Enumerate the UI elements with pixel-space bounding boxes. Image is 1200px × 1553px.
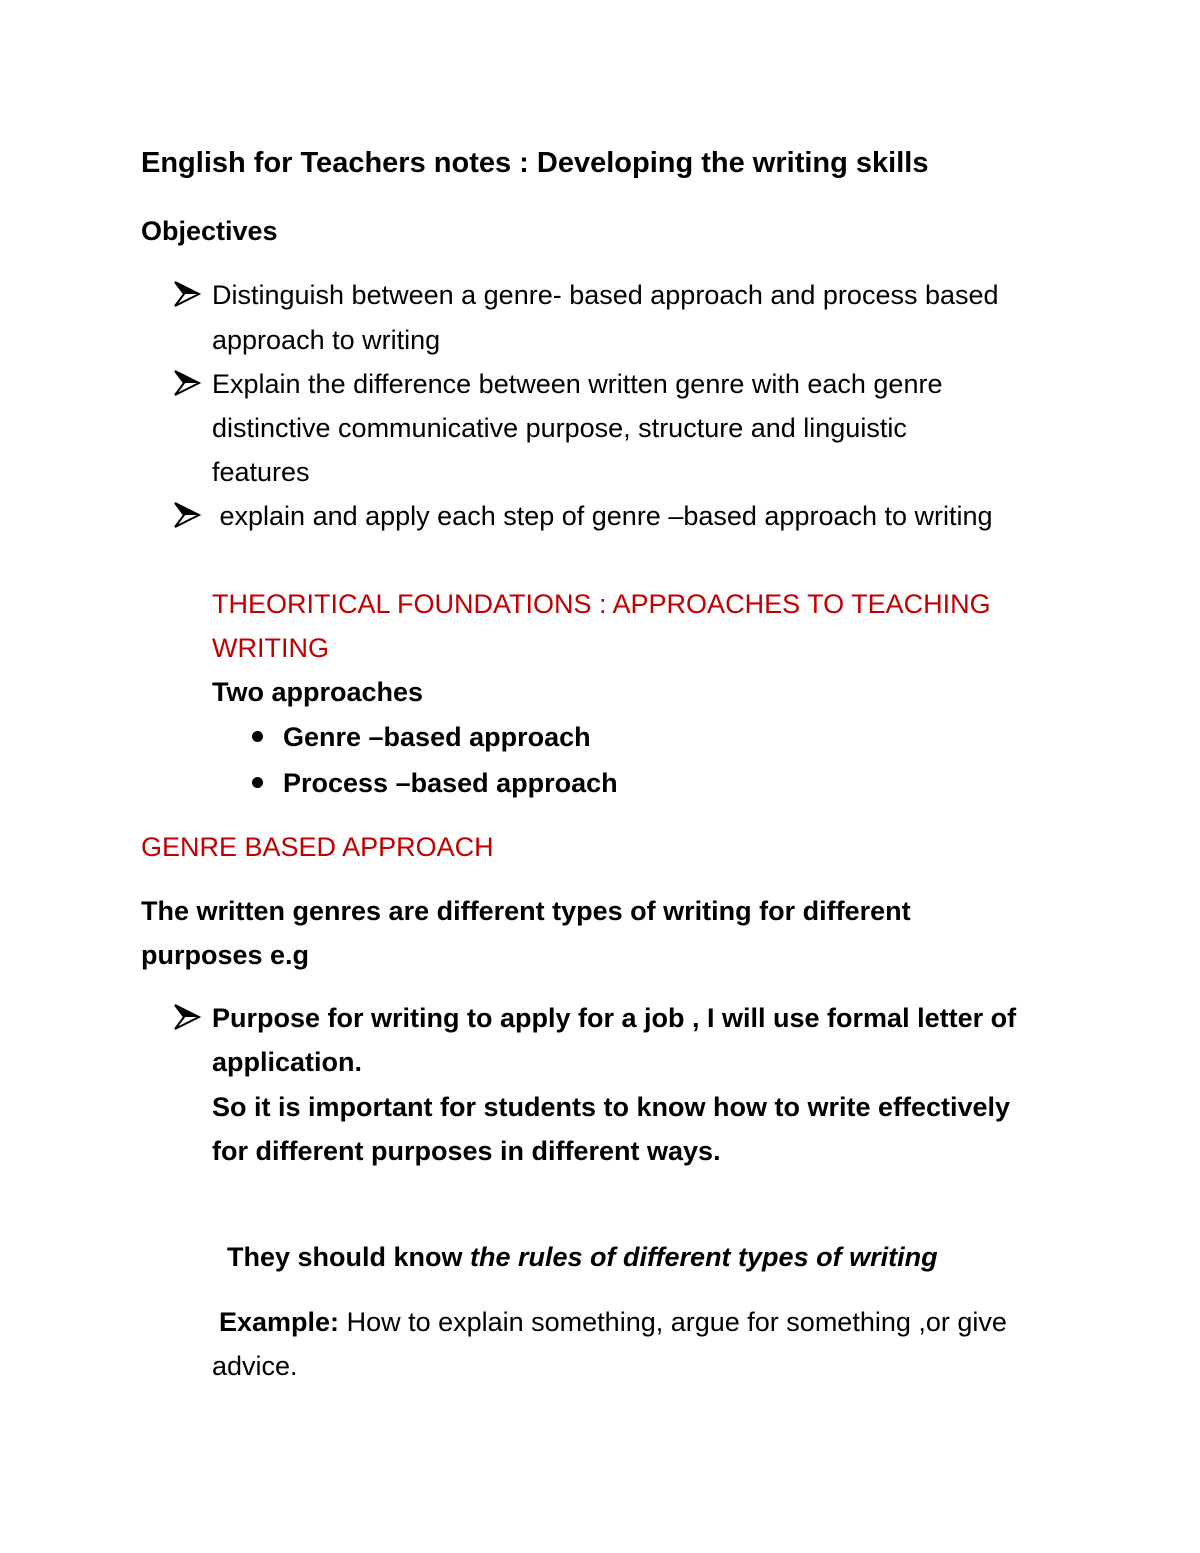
objective-2-line-1: Explain the difference between written genre with each genre (212, 369, 943, 399)
objective-1-line-1: Distinguish between a genre- based approach and process based (212, 280, 999, 310)
filled-dot-bullet-icon (252, 731, 263, 742)
objective-1-line-2: approach to writing (212, 325, 441, 355)
filled-dot-bullet-icon (252, 777, 263, 788)
example-line-2: advice. (212, 1351, 298, 1381)
objectives-heading: Objectives (141, 216, 278, 246)
example-label: Example: (219, 1307, 340, 1337)
arrowhead-bullet-icon (172, 500, 202, 530)
purpose-line-4: for different purposes in different ways. (212, 1136, 721, 1166)
objective-2-line-3: features (212, 457, 310, 487)
two-approaches-label: Two approaches (212, 677, 424, 707)
purpose-line-1: Purpose for writing to apply for a job , I will use formal letter of (212, 1003, 1017, 1033)
document-title: English for Teachers notes : Developing the writing skills (141, 147, 929, 179)
genre-intro-line-2: purposes e.g (141, 940, 310, 970)
approach-item-genre: Genre –based approach (283, 722, 591, 752)
objective-3-line-1: explain and apply each step of genre –based approach to writing (212, 501, 993, 531)
theory-heading-line-1: THEORITICAL FOUNDATIONS : APPROACHES TO TEACHING (212, 589, 991, 619)
theory-heading-line-2: WRITING (212, 633, 329, 663)
arrowhead-bullet-icon (172, 368, 202, 398)
genre-intro-line-1: The written genres are different types of writing for different (141, 896, 911, 926)
example-line-1 (219, 1305, 1007, 1339)
rules-line (227, 1240, 938, 1274)
objective-2-line-2: distinctive communicative purpose, structure and linguistic (212, 413, 907, 443)
genre-heading: GENRE BASED APPROACH (141, 832, 494, 862)
rules-emphasis: the rules of different types of writing (470, 1242, 938, 1272)
approach-item-process: Process –based approach (283, 768, 618, 798)
purpose-line-3: So it is important for students to know how to write effectively (212, 1092, 1011, 1122)
arrowhead-bullet-icon (172, 1002, 202, 1032)
rules-prefix: They should know (227, 1242, 471, 1272)
example-text: How to explain something, argue for something ,or give (339, 1307, 1007, 1337)
arrowhead-bullet-icon (172, 279, 202, 309)
purpose-line-2: application. (212, 1047, 363, 1077)
